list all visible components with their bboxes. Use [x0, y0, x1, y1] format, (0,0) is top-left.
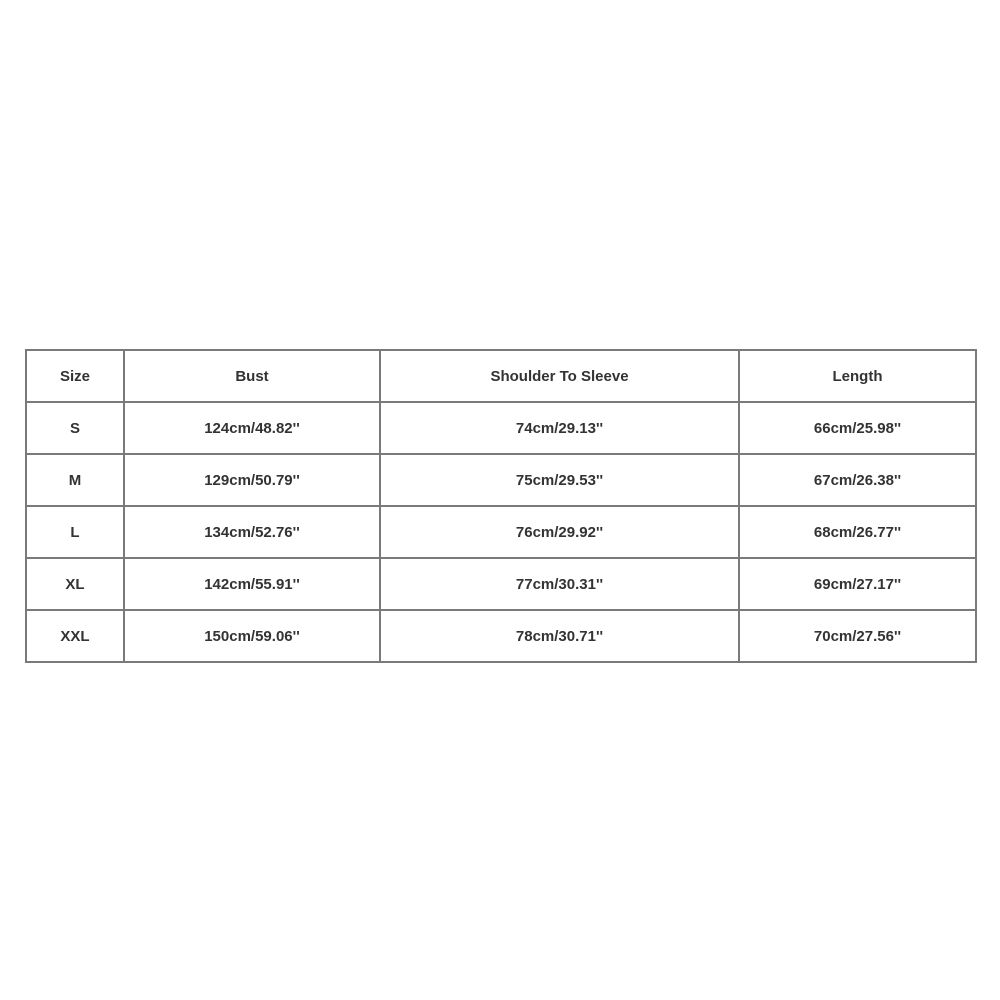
table-header-row [26, 350, 976, 402]
cell-bust: 134cm/52.76'' [124, 506, 380, 558]
cell-size: XXL [26, 610, 124, 662]
cell-size: XL [26, 558, 124, 610]
cell-size: S [26, 402, 124, 454]
cell-length: 70cm/27.56'' [739, 610, 976, 662]
cell-shoulder-to-sleeve: 77cm/30.31'' [380, 558, 739, 610]
header-shoulder-to-sleeve: Shoulder To Sleeve [380, 350, 739, 402]
header-size: Size [26, 350, 124, 402]
cell-bust: 150cm/59.06'' [124, 610, 380, 662]
header-bust: Bust [124, 350, 380, 402]
cell-length: 66cm/25.98'' [739, 402, 976, 454]
cell-bust: 124cm/48.82'' [124, 402, 380, 454]
cell-shoulder-to-sleeve: 75cm/29.53'' [380, 454, 739, 506]
cell-bust: 142cm/55.91'' [124, 558, 380, 610]
cell-size: L [26, 506, 124, 558]
table-row [26, 506, 976, 558]
cell-shoulder-to-sleeve: 74cm/29.13'' [380, 402, 739, 454]
table-row [26, 610, 976, 662]
table-row [26, 454, 976, 506]
cell-size: M [26, 454, 124, 506]
cell-length: 67cm/26.38'' [739, 454, 976, 506]
cell-bust: 129cm/50.79'' [124, 454, 380, 506]
cell-length: 69cm/27.17'' [739, 558, 976, 610]
cell-shoulder-to-sleeve: 76cm/29.92'' [380, 506, 739, 558]
cell-shoulder-to-sleeve: 78cm/30.71'' [380, 610, 739, 662]
size-chart-table [25, 349, 977, 663]
table-row [26, 558, 976, 610]
cell-length: 68cm/26.77'' [739, 506, 976, 558]
header-length: Length [739, 350, 976, 402]
table-row [26, 402, 976, 454]
